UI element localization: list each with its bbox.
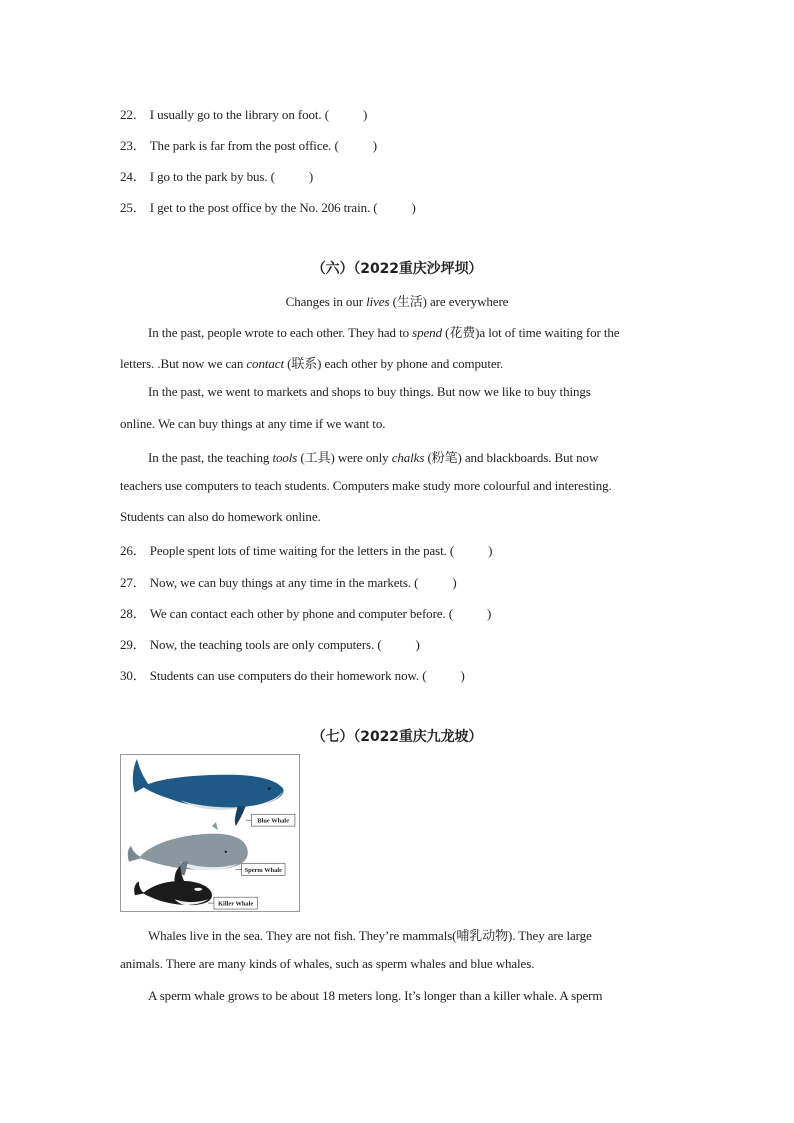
text: letters. .But now we can <box>120 356 247 371</box>
question-text: Now, the teaching tools are only computers. ( <box>149 637 382 652</box>
question-text: I usually go to the library on foot. ( <box>149 107 329 122</box>
question-text: I get to the post office by the No. 206 train. ( <box>149 200 378 215</box>
question-number: 26． <box>120 543 146 558</box>
italic-word: chalks <box>391 450 425 465</box>
text: In the past, people wrote to each other. They had to <box>148 325 413 340</box>
whale-paragraph-1-line-2: animals. There are many kinds of whales, such as sperm whales and blue whales. <box>120 956 535 971</box>
question-26 <box>120 540 492 559</box>
paragraph-2-line-2: online. We can buy things at any time if we want to. <box>120 416 386 431</box>
italic-word: spend <box>412 325 442 340</box>
close-paren: ) <box>411 200 416 215</box>
question-28 <box>120 603 491 622</box>
question-number: 29． <box>120 637 146 652</box>
question-number: 30． <box>120 668 146 683</box>
killer-whale-illustration <box>134 866 212 905</box>
sperm-whale-label: Sperm Whale <box>244 867 283 874</box>
question-number: 23． <box>120 138 146 153</box>
question-number: 28． <box>120 606 146 621</box>
section-6-heading: （六）（2022重庆沙坪坝） <box>311 261 483 277</box>
text: (粉笔) and blackboards. But now <box>424 450 599 465</box>
title-text: (生活) are everywhere <box>389 294 509 309</box>
question-text: People spent lots of time waiting for the letters in the past. ( <box>149 543 455 558</box>
paragraph-2-line-1: In the past, we went to markets and shops to buy things. But now we like to buy things <box>148 384 591 399</box>
whale-paragraph-1-line-1: Whales live in the sea. They are not fish. They’re mammals(哺乳动物). They are large <box>148 928 592 943</box>
question-text: Students can use computers do their homework now. ( <box>149 668 427 683</box>
question-text: Now, we can buy things at any time in the markets. ( <box>149 575 419 590</box>
blue-whale-label: Blue Whale <box>257 817 290 825</box>
title-text: Changes in our <box>285 294 367 309</box>
question-22 <box>120 104 367 123</box>
question-number: 27． <box>120 575 146 590</box>
question-29 <box>120 634 420 653</box>
sperm-whale-illustration <box>128 822 248 875</box>
title-italic: lives <box>366 294 390 309</box>
section-7-heading: （七）（2022重庆九龙坡） <box>311 729 483 745</box>
question-text: I go to the park by bus. ( <box>149 169 275 184</box>
paragraph-1-line-2 <box>120 353 503 372</box>
close-paren: ) <box>460 668 465 683</box>
text: (工具) were only <box>297 450 392 465</box>
question-text: The park is far from the post office. ( <box>149 138 339 153</box>
close-paren: ) <box>487 606 492 621</box>
paragraph-3-line-3: Students can also do homework online. <box>120 509 321 524</box>
close-paren: ) <box>308 169 314 184</box>
whale-paragraph-2-line-1: A sperm whale grows to be about 18 meters long. It’s longer than a killer whale. A sperm <box>148 988 603 1003</box>
close-paren: ) <box>372 138 377 153</box>
passage-title <box>0 291 794 310</box>
text: In the past, the teaching <box>148 450 273 465</box>
question-23 <box>120 135 377 154</box>
question-number: 22． <box>120 107 146 122</box>
paragraph-1-line-1 <box>148 322 619 341</box>
question-number: 24． <box>120 169 146 184</box>
text: (联系) each other by phone and computer. <box>283 356 504 371</box>
italic-word: contact <box>246 356 284 371</box>
text: (花费)a lot of time waiting for the <box>441 325 620 340</box>
question-number: 25． <box>120 200 146 215</box>
italic-word: tools <box>272 450 298 465</box>
close-paren: ) <box>415 637 420 652</box>
question-25 <box>120 197 416 216</box>
killer-whale-label: Killer Whale <box>218 900 254 908</box>
close-paren: ) <box>362 107 368 122</box>
question-24 <box>120 166 313 185</box>
question-27 <box>120 572 457 591</box>
whales-figure <box>120 754 300 912</box>
question-text: We can contact each other by phone and computer before. ( <box>149 606 454 621</box>
close-paren: ) <box>452 575 457 590</box>
close-paren: ) <box>488 543 493 558</box>
paragraph-3-line-2: teachers use computers to teach students. Computers make study more colourful and interesting. <box>120 478 612 493</box>
paragraph-3-line-1 <box>148 447 598 466</box>
question-30 <box>120 665 465 684</box>
